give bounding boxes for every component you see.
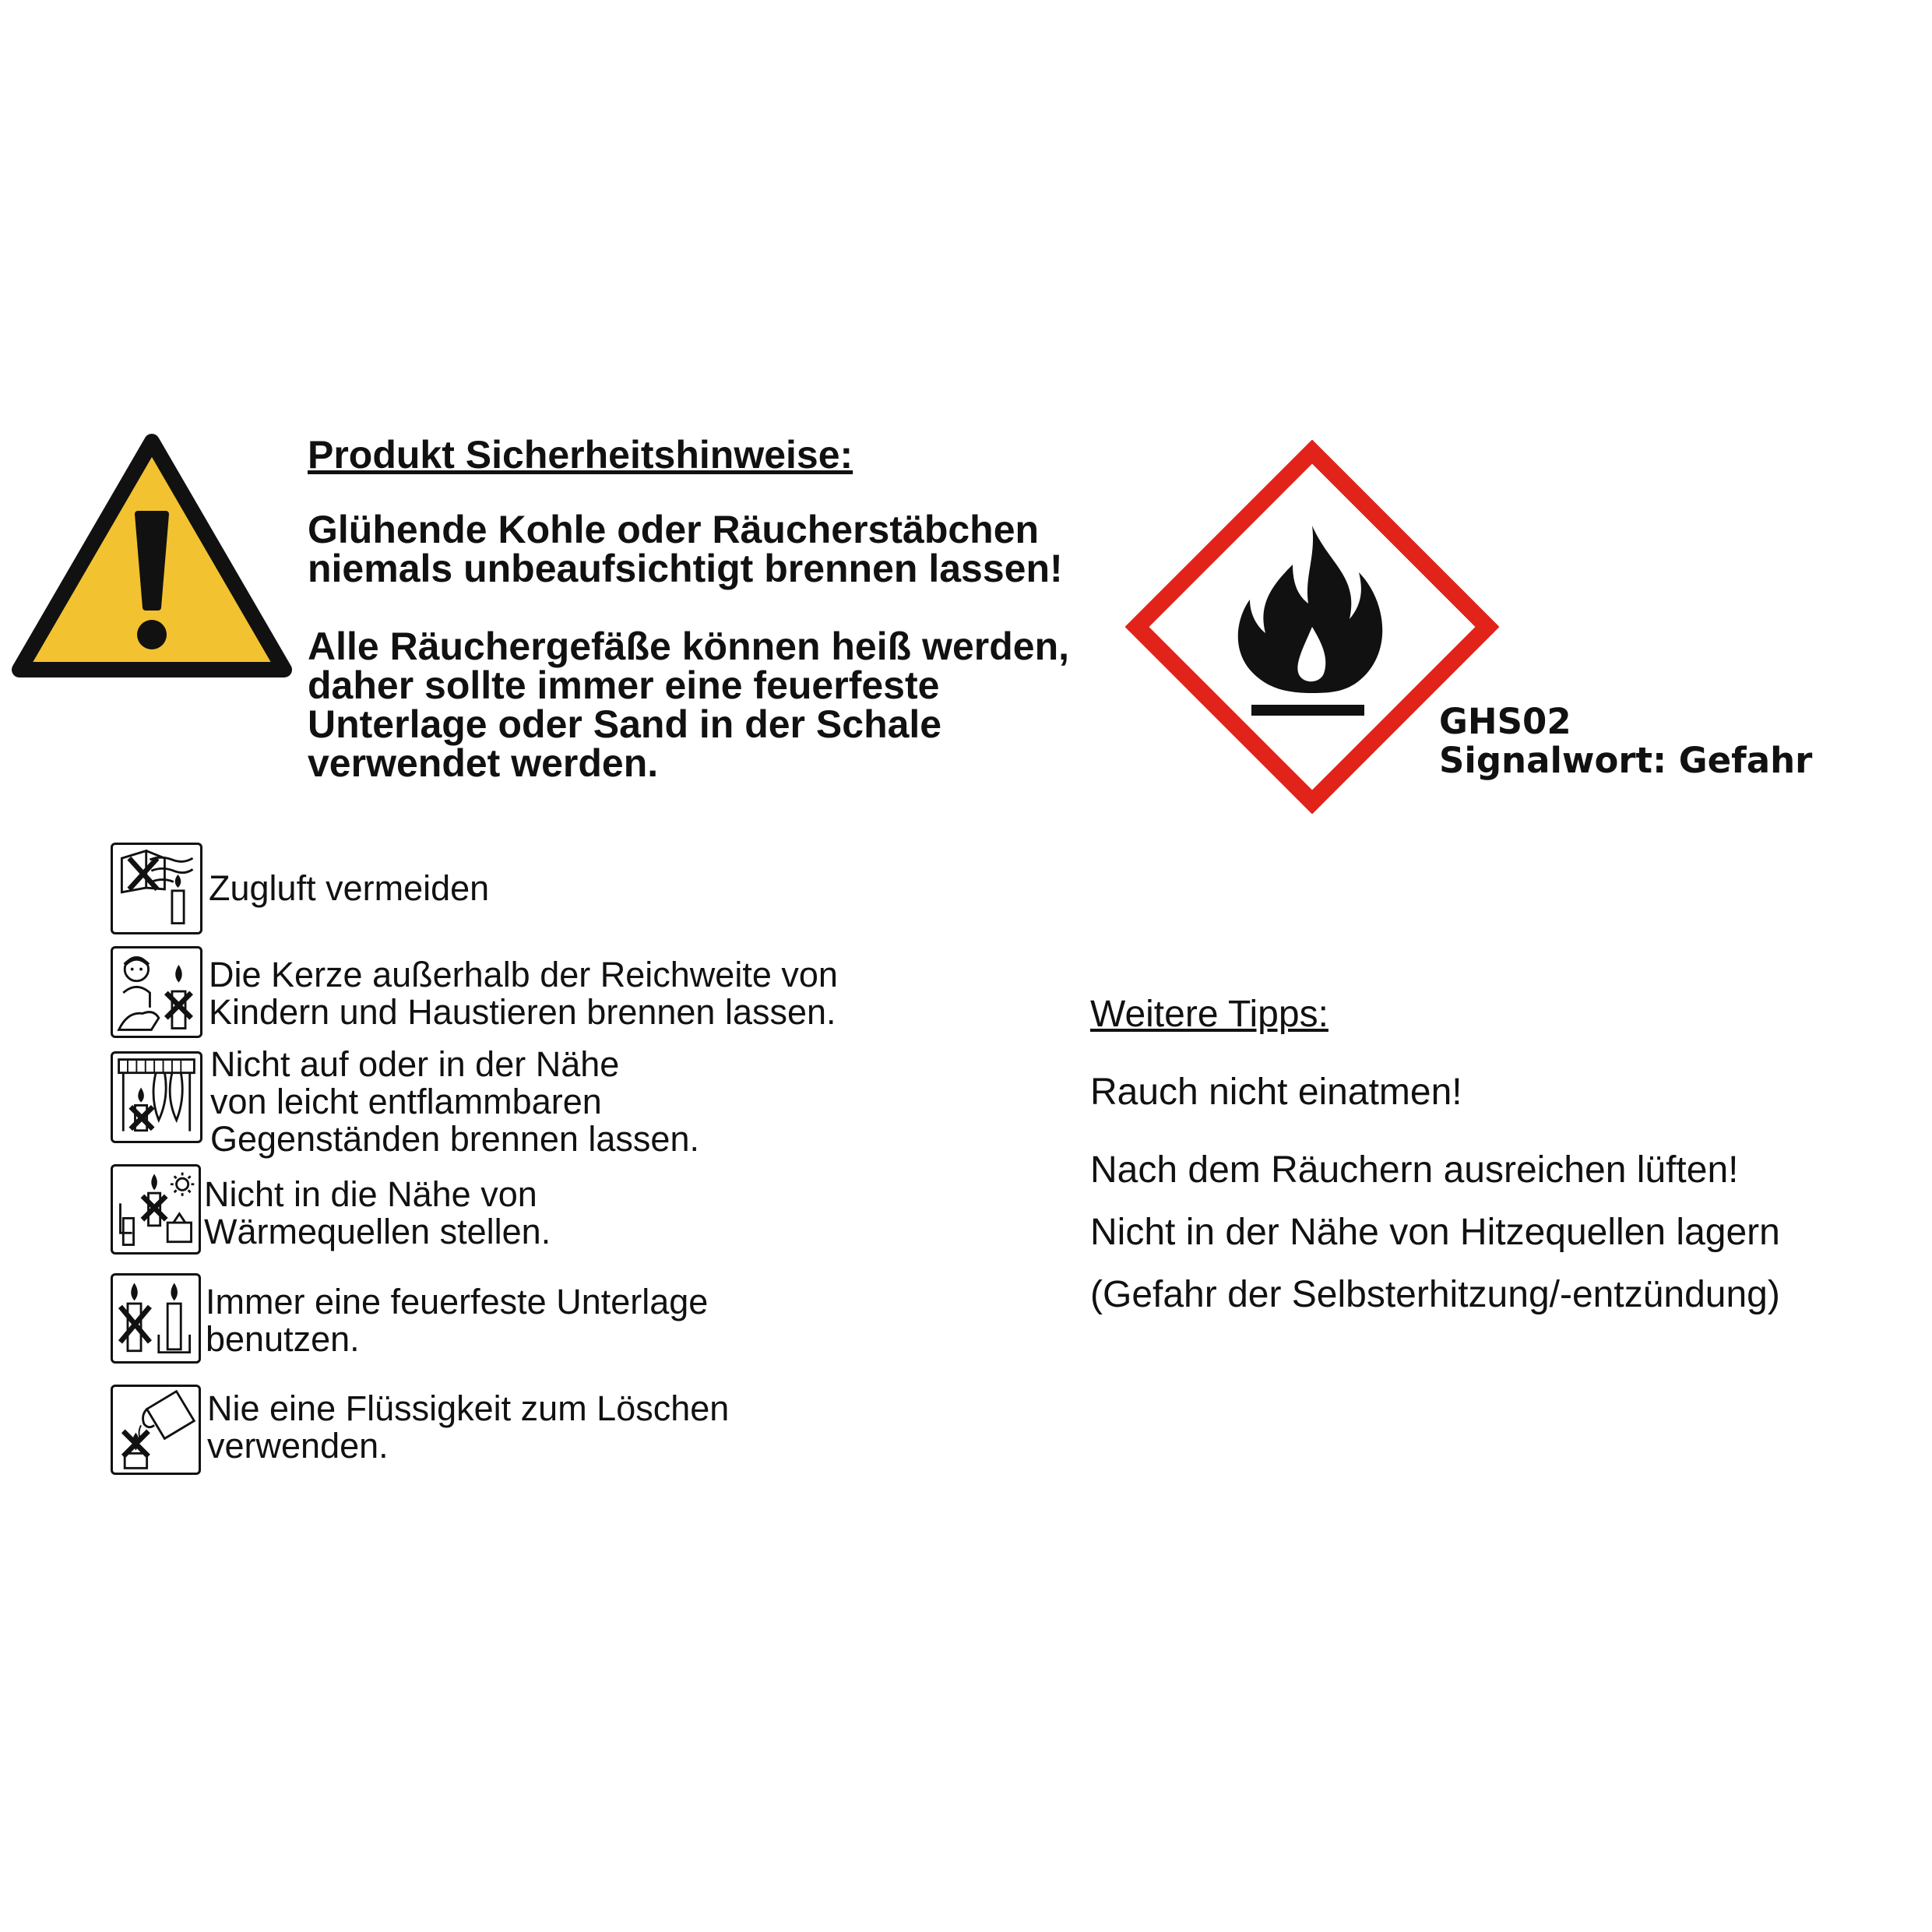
ghs-code: GHS02: [1439, 701, 1571, 742]
pictogram-text: [209, 870, 489, 907]
pictogram-line: Wärmequellen stellen.: [204, 1212, 551, 1251]
warning-paragraph-1: [308, 510, 1063, 588]
tips-title: Weitere Tipps:: [1090, 994, 1328, 1035]
pictogram-line: Nicht auf oder in der Nähe: [210, 1044, 620, 1084]
draft-window-candle-icon: [111, 843, 202, 934]
pictogram-text: [204, 1176, 551, 1251]
warning-line: verwendet werden.: [308, 741, 659, 785]
pictogram-line: Kindern und Haustieren brennen lassen.: [209, 992, 836, 1032]
pictogram-line: verwenden.: [207, 1426, 389, 1466]
warning-line: daher sollte immer eine feuerfeste: [308, 663, 940, 707]
warning-paragraph-2: [308, 627, 1069, 783]
warning-line: Glühende Kohle oder Räucherstäbchen: [308, 508, 1040, 551]
heat-source-candle-icon: [111, 1164, 201, 1255]
tip-item: Rauch nicht einatmen!: [1090, 1072, 1462, 1113]
signal-word: Signalwort: Gefahr: [1439, 740, 1813, 781]
pictogram-text: [210, 1046, 699, 1158]
safety-title: Produkt Sicherheitshinweise:: [308, 433, 853, 477]
pictogram-line: Die Kerze außerhalb der Reichweite von: [209, 955, 838, 994]
pictogram-line: benutzen.: [206, 1319, 360, 1359]
pictogram-line: Immer eine feuerfeste Unterlage: [206, 1282, 709, 1321]
curtain-candle-icon: [111, 1051, 202, 1143]
pictogram-line: Nie eine Flüssigkeit zum Löschen: [207, 1388, 730, 1428]
warning-line: Unterlage oder Sand in der Schale: [308, 702, 942, 746]
warning-line: Alle Räuchergefäße können heiß werden,: [308, 625, 1070, 668]
tip-item: Nicht in der Nähe von Hitzequellen lagern: [1090, 1212, 1780, 1253]
ghs-label: [1439, 702, 1812, 780]
fireproof-base-candle-icon: [111, 1273, 201, 1364]
pictogram-text: [209, 956, 838, 1031]
pictogram-line: von leicht entflammbaren: [210, 1082, 602, 1121]
liquid-extinguish-candle-icon: [111, 1385, 201, 1475]
tip-item: Nach dem Räuchern ausreichen lüften!: [1090, 1149, 1739, 1191]
warning-triangle-icon: [12, 432, 292, 681]
warning-line: niemals unbeaufsichtigt brennen lassen!: [308, 547, 1063, 590]
pictogram-line: Gegenständen brennen lassen.: [210, 1119, 699, 1159]
pictogram-text: [207, 1390, 729, 1465]
pictogram-line: Nicht in die Nähe von: [204, 1174, 537, 1214]
pictogram-text: [206, 1283, 708, 1358]
pictogram-line: Zugluft vermeiden: [209, 868, 490, 908]
child-pet-candle-icon: [111, 946, 202, 1038]
tip-item: (Gefahr der Selbsterhitzung/-entzündung): [1090, 1274, 1780, 1315]
